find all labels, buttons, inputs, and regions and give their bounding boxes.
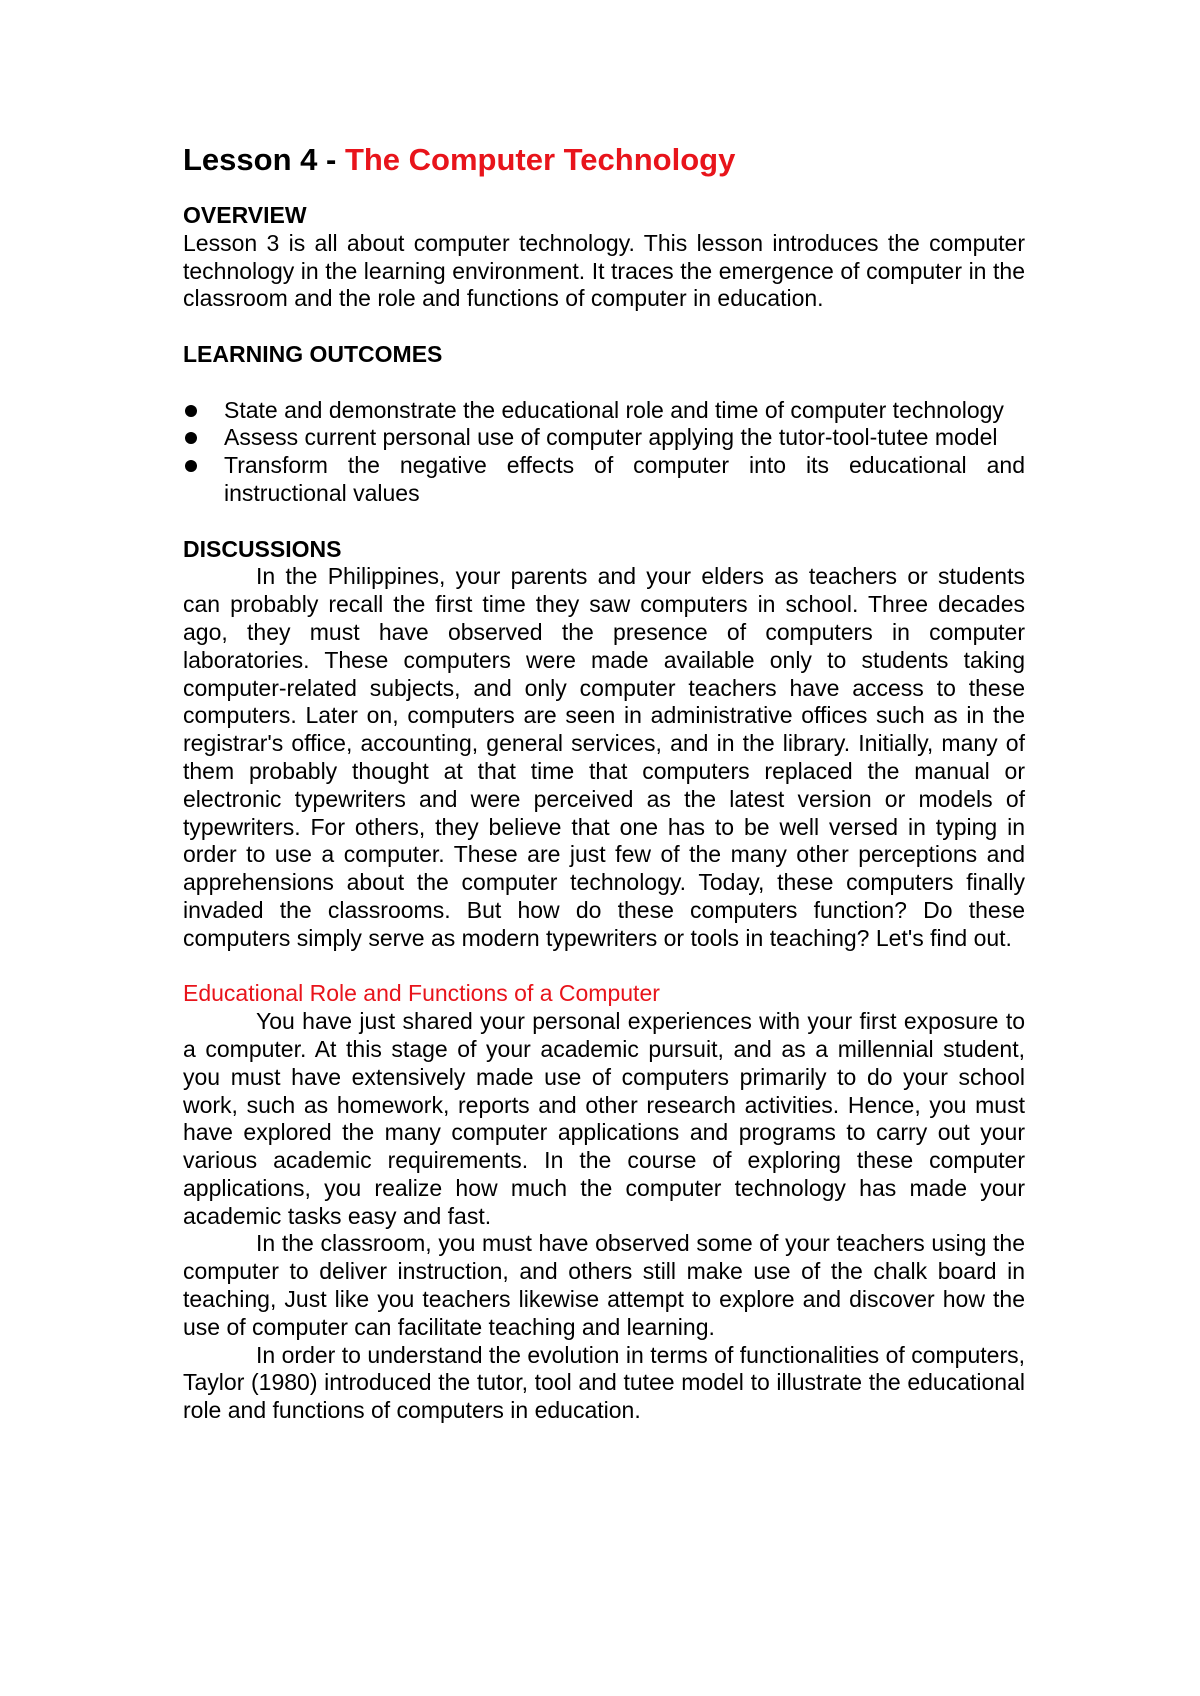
outcome-text: State and demonstrate the educational role and time of computer technology xyxy=(224,396,1004,423)
educational-role-paragraph: You have just shared your personal experiences with your first exposure to a computer. At this stage of your academic pursuit, and as a millennial student, you must have extensively made use of computers primarily to do your school work, such as homework, reports and other research activities. Hence, you must have explored the many computer applications and programs to carry out your various academic requirements. In the course of exploring these computer applications, you realize how much the computer technology has made your academic tasks easy and fast. xyxy=(183,1008,1025,1229)
list-item xyxy=(183,397,1025,425)
overview-text: Lesson 3 is all about computer technology. This lesson introduces the computer technology in the learning environment. It traces the emergence of computer in the classroom and the role and functions of computer in education. xyxy=(183,229,1025,312)
list-item xyxy=(183,452,1025,508)
bullet-icon xyxy=(185,405,197,417)
lesson-topic: The Computer Technology xyxy=(344,142,736,177)
lesson-title xyxy=(183,140,1025,180)
overview-heading: OVERVIEW xyxy=(183,202,307,228)
learning-outcomes-heading: LEARNING OUTCOMES xyxy=(183,340,443,367)
educational-role-heading: Educational Role and Functions of a Computer xyxy=(183,980,660,1007)
educational-role-section xyxy=(183,980,1025,1425)
educational-role-paragraph: In order to understand the evolution in terms of functionalities of computers, Taylor (1980) introduced the tutor, tool and tutee model to illustrate the educational role and functions of computers in education. xyxy=(183,1341,1025,1424)
educational-role-paragraph: In the classroom, you must have observed some of your teachers using the computer to deliver instruction, and others still make use of the chalk board in teaching, Just like you teachers likewise attempt to explore and discover how the use of computer can facilitate teaching and learning. xyxy=(183,1230,1025,1340)
learning-outcomes-list xyxy=(183,397,1025,508)
list-item xyxy=(183,424,1025,452)
overview-section xyxy=(183,202,1025,313)
discussions-heading: DISCUSSIONS xyxy=(183,535,342,562)
bullet-icon xyxy=(185,460,197,472)
bullet-icon xyxy=(185,432,197,444)
outcome-text: Assess current personal use of computer applying the tutor-tool-tutee model xyxy=(224,424,998,451)
learning-outcomes-section xyxy=(183,341,1025,508)
outcome-text: Transform the negative effects of computer into its educational and instructional values xyxy=(224,452,1025,506)
discussions-text: In the Philippines, your parents and your elders as teachers or students can probably recall the first time they saw computers in school. Three decades ago, they must have observed the presence of computers in computer laboratories. These computers were made available only to students taking computer-related subjects, and only computer teachers have access to these computers. Later on, computers are seen in administrative offices such as in the registrar's office, accounting, general services, and in the library. Initially, many of them probably thought at that time that computers replaced the manual or electronic typewriters and were perceived as the latest version or models of typewriters. For others, they believe that one has to be well versed in typing in order to use a computer. These are just few of the many other perceptions and apprehensions about the computer technology. Today, these computers finally invaded the classrooms. But how do these computers function? Do these computers simply serve as modern typewriters or tools in teaching? Let's find out. xyxy=(183,563,1025,951)
document-page xyxy=(183,140,1025,1425)
discussions-section xyxy=(183,536,1025,953)
lesson-number: Lesson 4 - xyxy=(183,142,345,177)
